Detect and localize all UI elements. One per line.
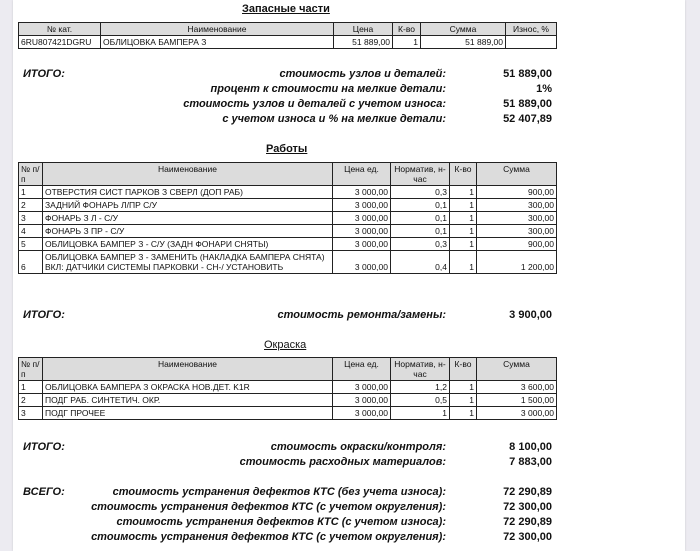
- works-table: [18, 162, 557, 274]
- cell-norm: 0,1: [391, 199, 450, 212]
- works-totals-head: ИТОГО:: [23, 309, 65, 321]
- grand-total-value: 72 300,00: [503, 501, 552, 513]
- cell-norm: 1,2: [391, 381, 450, 394]
- cell-sum: 900,00: [477, 186, 557, 199]
- paint-totals-head: ИТОГО:: [23, 441, 65, 453]
- cell-name: ФОНАРЬ З ПР - С/У: [43, 225, 333, 238]
- cell-sum: 300,00: [477, 225, 557, 238]
- table-row: [19, 36, 557, 49]
- col-header-qty: К-во: [450, 163, 477, 186]
- cell-sum: 900,00: [477, 238, 557, 251]
- parts-total-label: с учетом износа и % на мелкие детали:: [222, 113, 446, 125]
- parts-total-label: процент к стоимости на мелкие детали:: [210, 83, 446, 95]
- parts-total-value: 51 889,00: [503, 68, 552, 80]
- col-header-qty: К-во: [450, 358, 477, 381]
- cell-price: 3 000,00: [333, 238, 391, 251]
- col-header-num: № п/п: [19, 163, 43, 186]
- table-header-row: [19, 23, 557, 36]
- cell-num: 1: [19, 381, 43, 394]
- cell-sum: 1 200,00: [477, 251, 557, 274]
- col-header-num: № п/п: [19, 358, 43, 381]
- cell-num: 2: [19, 394, 43, 407]
- cell-name: ОБЛИЦОВКА БАМПЕР З - ЗАМЕНИТЬ (НАКЛАДКА БАМПЕРА СНЯТА) ВКЛ: ДАТЧИКИ СИСТЕМЫ ПАРКОВКИ - СН-/ УСТАНОВИТЬ: [43, 251, 333, 274]
- cell-qty: 1: [450, 407, 477, 420]
- cell-price: 3 000,00: [333, 394, 391, 407]
- parts-total-value: 1%: [536, 83, 552, 95]
- cell-norm: 0,4: [391, 251, 450, 274]
- table-row: [19, 238, 557, 251]
- table-header-row: [19, 358, 557, 381]
- cell-price: 3 000,00: [333, 225, 391, 238]
- paint-section-title: Окраска: [264, 339, 307, 351]
- paint-total-label: стоимость окраски/контроля:: [270, 441, 446, 453]
- col-header-name: Наименование: [43, 358, 333, 381]
- cell-sum: 51 889,00: [421, 36, 506, 49]
- col-header-sum: Сумма: [421, 23, 506, 36]
- cell-price: 3 000,00: [333, 381, 391, 394]
- parts-total-label: стоимость узлов и деталей:: [279, 68, 446, 80]
- table-row: [19, 407, 557, 420]
- works-total-value: 3 900,00: [509, 309, 552, 321]
- col-header-price: Цена ед.: [333, 358, 391, 381]
- grand-total-value: 72 290,89: [503, 516, 552, 528]
- cell-num: 2: [19, 199, 43, 212]
- cell-num: 5: [19, 238, 43, 251]
- table-row: [19, 251, 557, 274]
- col-header-norm: Норматив, н-час: [391, 163, 450, 186]
- cell-name: ЗАДНИЙ ФОНАРЬ Л/ПР С/У: [43, 199, 333, 212]
- cell-price: 3 000,00: [333, 186, 391, 199]
- cell-norm: 1: [391, 407, 450, 420]
- cell-num: 4: [19, 225, 43, 238]
- cell-name: ПОДГ РАБ. СИНТЕТИЧ. ОКР.: [43, 394, 333, 407]
- cell-sum: 300,00: [477, 199, 557, 212]
- col-header-qty: К-во: [393, 23, 421, 36]
- parts-total-value: 51 889,00: [503, 98, 552, 110]
- table-row: [19, 381, 557, 394]
- cell-price: 3 000,00: [333, 251, 391, 274]
- parts-section-title: Запасные части: [242, 3, 330, 15]
- cell-norm: 0,5: [391, 394, 450, 407]
- cell-norm: 0,1: [391, 212, 450, 225]
- col-header-norm: Норматив, н-час: [391, 358, 450, 381]
- cell-sum: 3 600,00: [477, 381, 557, 394]
- cell-price: 51 889,00: [334, 36, 393, 49]
- paint-total-value: 7 883,00: [509, 456, 552, 468]
- grand-total-label: стоимость устранения дефектов КТС (без учета износа):: [112, 486, 446, 498]
- table-row: [19, 394, 557, 407]
- cell-qty: 1: [450, 381, 477, 394]
- col-header-sum: Сумма: [477, 358, 557, 381]
- works-total-label: стоимость ремонта/замены:: [277, 309, 446, 321]
- cell-norm: 0,3: [391, 186, 450, 199]
- grand-total-value: 72 300,00: [503, 531, 552, 543]
- cell-qty: 1: [450, 225, 477, 238]
- parts-table: [18, 22, 557, 49]
- cell-wear: [506, 36, 557, 49]
- cell-sum: 3 000,00: [477, 407, 557, 420]
- cell-price: 3 000,00: [333, 407, 391, 420]
- table-row: [19, 186, 557, 199]
- parts-total-label: стоимость узлов и деталей с учетом износа:: [183, 98, 446, 110]
- cell-sum: 300,00: [477, 212, 557, 225]
- cell-qty: 1: [450, 199, 477, 212]
- works-section-title: Работы: [266, 143, 308, 155]
- grand-total-label: стоимость устранения дефектов КТС (с учетом округления):: [91, 501, 446, 513]
- grand-total-label: стоимость устранения дефектов КТС (с учетом округления):: [91, 531, 446, 543]
- col-header-wear: Износ, %: [506, 23, 557, 36]
- col-header-name: Наименование: [101, 23, 334, 36]
- cell-name: ПОДГ ПРОЧЕЕ: [43, 407, 333, 420]
- table-row: [19, 212, 557, 225]
- cell-name: ОБЛИЦОВКА БАМПЕРА З: [101, 36, 334, 49]
- col-header-name: Наименование: [43, 163, 333, 186]
- parts-totals-head: ИТОГО:: [23, 68, 65, 80]
- cell-name: ОБЛИЦОВКА БАМПЕР З - С/У (ЗАДН ФОНАРИ СНЯТЫ): [43, 238, 333, 251]
- cell-qty: 1: [450, 251, 477, 274]
- grand-totals-head: ВСЕГО:: [23, 486, 65, 498]
- cell-name: ОБЛИЦОВКА БАМПЕРА З ОКРАСКА НОВ.ДЕТ. K1R: [43, 381, 333, 394]
- cell-price: 3 000,00: [333, 199, 391, 212]
- cell-qty: 1: [393, 36, 421, 49]
- cell-name: ОТВЕРСТИЯ СИСТ ПАРКОВ З СВЕРЛ (ДОП РАБ): [43, 186, 333, 199]
- cell-qty: 1: [450, 212, 477, 225]
- col-header-price: Цена: [334, 23, 393, 36]
- cell-sum: 1 500,00: [477, 394, 557, 407]
- cell-price: 3 000,00: [333, 212, 391, 225]
- cell-num: 6: [19, 251, 43, 274]
- table-header-row: [19, 163, 557, 186]
- cell-num: 1: [19, 186, 43, 199]
- cell-qty: 1: [450, 186, 477, 199]
- cell-num: 3: [19, 212, 43, 225]
- col-header-sum: Сумма: [477, 163, 557, 186]
- cell-qty: 1: [450, 238, 477, 251]
- cell-qty: 1: [450, 394, 477, 407]
- col-header-cat: № кат.: [19, 23, 101, 36]
- grand-total-value: 72 290,89: [503, 486, 552, 498]
- cell-norm: 0,1: [391, 225, 450, 238]
- table-row: [19, 199, 557, 212]
- cell-num: 3: [19, 407, 43, 420]
- paint-table: [18, 357, 557, 420]
- table-row: [19, 225, 557, 238]
- col-header-price: Цена ед.: [333, 163, 391, 186]
- cell-cat: 6RU807421DGRU: [19, 36, 101, 49]
- paint-total-value: 8 100,00: [509, 441, 552, 453]
- paint-total-label: стоимость расходных материалов:: [239, 456, 446, 468]
- cell-norm: 0,3: [391, 238, 450, 251]
- parts-total-value: 52 407,89: [503, 113, 552, 125]
- cell-name: ФОНАРЬ З Л - С/У: [43, 212, 333, 225]
- grand-total-label: стоимость устранения дефектов КТС (с учетом износа):: [116, 516, 446, 528]
